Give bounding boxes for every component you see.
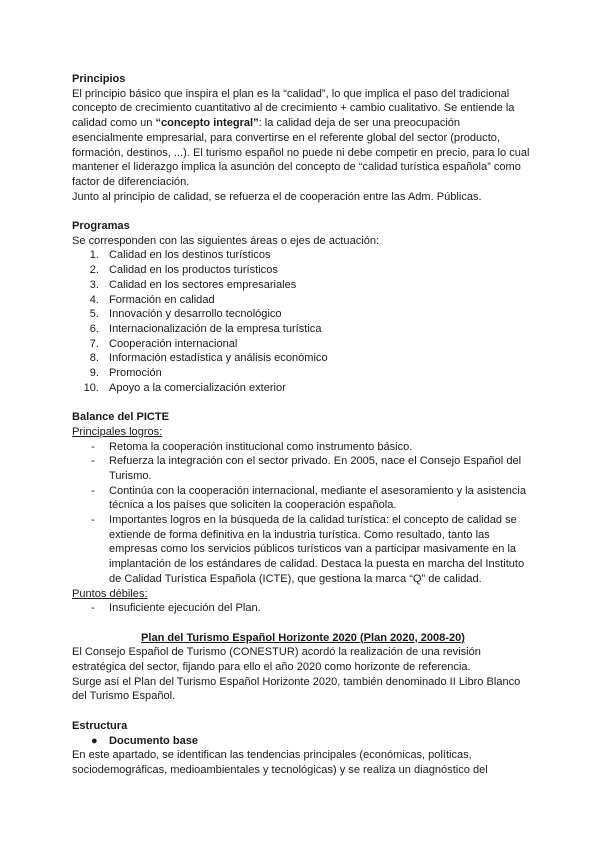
list-text: Promoción — [109, 367, 162, 380]
list-number: 1. — [89, 249, 99, 262]
bullet-marker: ● — [91, 734, 98, 747]
plan2020-paragraph-2: Surge así el Plan del Turismo Español Horizonte 2020, también denominado II Libro Blanco del Turismo Español. — [72, 675, 521, 703]
list-text: Calidad en los sectores empresariales — [109, 278, 297, 291]
list-number: 3. — [89, 278, 99, 291]
list-number: 10. — [83, 381, 99, 394]
dash-marker: - — [91, 514, 95, 527]
logros-list — [72, 440, 534, 587]
list-item — [72, 381, 534, 396]
principios-heading: Principios — [72, 73, 126, 85]
estructura-heading: Estructura — [72, 719, 128, 732]
list-text: Retoma la cooperación institucional como instrumento básico. — [109, 440, 413, 453]
list-item — [72, 248, 534, 263]
list-number: 2. — [89, 264, 99, 277]
list-item — [72, 513, 534, 587]
logros-label: Principales logros: — [72, 425, 163, 438]
list-number: 7. — [89, 337, 99, 350]
debiles-label: Puntos débiles: — [72, 587, 148, 600]
dash-marker: - — [91, 440, 95, 453]
list-text: Cooperación internacional — [109, 337, 238, 350]
list-item — [72, 734, 534, 749]
list-text: Documento base — [109, 734, 199, 747]
list-number: 6. — [89, 322, 99, 335]
list-text: Refuerza la integración con el sector privado. En 2005, nace el Consejo Español del Turismo. — [109, 455, 522, 482]
list-text: Formación en calidad — [109, 293, 215, 306]
list-text: Apoyo a la comercialización exterior — [109, 381, 286, 394]
principios-text-bold: “concepto integral” — [155, 117, 259, 130]
dash-marker: - — [91, 484, 95, 497]
list-text: Calidad en los destinos turísticos — [109, 249, 271, 262]
list-item — [72, 307, 534, 322]
estructura-paragraph: En este apartado, se identifican las tendencias principales (económicas, políticas, sociodemográficas, medioambientales y tecnológicas) y se realiza un diagnóstico del — [72, 749, 488, 776]
list-text: Continúa con la cooperación internacional, mediante el asesoramiento y la asistencia técnica a los países que soliciten la cooperación española. — [109, 484, 526, 512]
estructura-list — [72, 734, 534, 749]
list-text: Internacionalización de la empresa turística — [109, 322, 322, 335]
list-item — [72, 440, 534, 455]
plan2020-paragraph-1: El Consejo Español de Turismo (CONESTUR) acordó la realización de una revisión estratégica del sector, fijando para ello el año 2020 como horizonte de referencia. — [72, 646, 481, 674]
list-item — [72, 263, 534, 278]
plan2020-title: Plan del Turismo Español Horizonte 2020 (Plan 2020, 2008-20) — [141, 631, 465, 644]
list-number: 4. — [89, 293, 99, 306]
list-text: Información estadística y análisis económico — [109, 352, 328, 365]
list-number: 5. — [89, 308, 99, 321]
dash-marker: - — [91, 455, 95, 468]
dash-marker: - — [91, 602, 95, 615]
list-text: Innovación y desarrollo tecnológico — [109, 308, 282, 321]
list-item — [72, 351, 534, 366]
document-page — [72, 72, 534, 778]
debiles-list — [72, 601, 534, 616]
programas-list — [72, 248, 534, 395]
list-item — [72, 454, 534, 483]
balance-heading: Balance del PICTE — [72, 411, 170, 424]
list-item — [72, 293, 534, 308]
principios-paragraph-2: Junto al principio de calidad, se refuerza el de cooperación entre las Adm. Públicas. — [72, 190, 482, 203]
list-item — [72, 278, 534, 293]
list-number: 9. — [89, 367, 99, 380]
programas-intro: Se corresponden con las siguientes áreas o ejes de actuación: — [72, 234, 380, 247]
list-text: Importantes logros en la búsqueda de la calidad turística: el concepto de calidad se extiende de forma definitiva en la industria turística. Como resultado, tanto las empresas como los servicios públicos turísticos van a participar masivamente en la implantación de los estándares de calidad. Destaca la puesta en marcha del Instituto de Calidad Turística Española (ICTE), que gestiona la marca “Q” de calidad. — [109, 514, 525, 585]
principios-paragraph — [72, 87, 534, 190]
list-number: 8. — [89, 352, 99, 365]
list-item — [72, 366, 534, 381]
list-item — [72, 601, 534, 616]
principios-text-b: : la calidad deja de ser una preocupación esencialmente empresarial, para convertirse en el referente global del sector (producto, formación, destinos, ...). El turismo español no puede ni debe competir en precio, para lo cual mantener el liderazgo implica la asunción del concepto de “calidad turística española” como factor de diferenciación. — [72, 117, 530, 188]
programas-heading: Programas — [72, 220, 130, 233]
list-item — [72, 337, 534, 352]
list-text: Insuficiente ejecución del Plan. — [109, 602, 261, 615]
principios-text-a: El principio básico que inspira el plan es la “calidad”, lo que implica el paso del tradicional concepto de crecimiento cuantitativo al de crecimiento + cambio cualitativo. Se entiende la calidad como un — [72, 87, 515, 130]
list-item — [72, 484, 534, 513]
list-text: Calidad en los productos turísticos — [109, 264, 278, 277]
list-item — [72, 322, 534, 337]
